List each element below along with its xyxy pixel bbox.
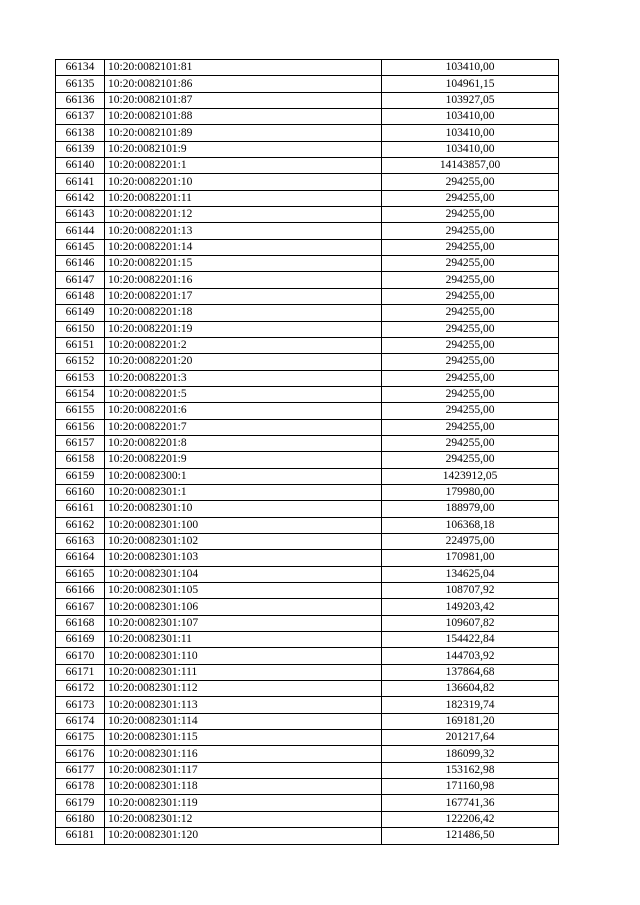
table-row — [56, 435, 559, 451]
cadastral-number-cell: 10:20:0082201:3 — [105, 370, 382, 386]
cadastral-number-cell: 10:20:0082201:11 — [105, 190, 382, 206]
table-row — [56, 828, 559, 844]
cadastral-number-cell: 10:20:0082201:15 — [105, 256, 382, 272]
table-row — [56, 386, 559, 402]
row-number-cell: 66166 — [56, 583, 105, 599]
value-cell: 104961,15 — [382, 76, 559, 92]
cadastral-value-table — [55, 59, 559, 845]
row-number-cell: 66152 — [56, 354, 105, 370]
table-row — [56, 517, 559, 533]
row-number-cell: 66161 — [56, 501, 105, 517]
row-number-cell: 66154 — [56, 386, 105, 402]
value-cell: 169181,20 — [382, 713, 559, 729]
row-number-cell: 66137 — [56, 109, 105, 125]
table-row — [56, 109, 559, 125]
row-number-cell: 66169 — [56, 632, 105, 648]
table-row — [56, 550, 559, 566]
table-row — [56, 223, 559, 239]
row-number-cell: 66140 — [56, 158, 105, 174]
table-row — [56, 158, 559, 174]
row-number-cell: 66168 — [56, 615, 105, 631]
table-row — [56, 207, 559, 223]
cadastral-number-cell: 10:20:0082301:107 — [105, 615, 382, 631]
cadastral-number-cell: 10:20:0082301:116 — [105, 746, 382, 762]
table-row — [56, 583, 559, 599]
row-number-cell: 66141 — [56, 174, 105, 190]
value-cell: 294255,00 — [382, 174, 559, 190]
table-row — [56, 811, 559, 827]
row-number-cell: 66163 — [56, 533, 105, 549]
table-body — [56, 60, 559, 845]
cadastral-number-cell: 10:20:0082101:88 — [105, 109, 382, 125]
table-row — [56, 305, 559, 321]
value-cell: 103410,00 — [382, 109, 559, 125]
value-cell: 294255,00 — [382, 305, 559, 321]
table-row — [56, 256, 559, 272]
row-number-cell: 66160 — [56, 484, 105, 500]
cadastral-number-cell: 10:20:0082301:111 — [105, 664, 382, 680]
row-number-cell: 66136 — [56, 92, 105, 108]
table-row — [56, 501, 559, 517]
table-row — [56, 354, 559, 370]
cadastral-number-cell: 10:20:0082101:86 — [105, 76, 382, 92]
cadastral-number-cell: 10:20:0082301:12 — [105, 811, 382, 827]
table-row — [56, 713, 559, 729]
cadastral-number-cell: 10:20:0082300:1 — [105, 468, 382, 484]
value-cell: 144703,92 — [382, 648, 559, 664]
value-cell: 106368,18 — [382, 517, 559, 533]
table-row — [56, 321, 559, 337]
value-cell: 294255,00 — [382, 207, 559, 223]
row-number-cell: 66177 — [56, 762, 105, 778]
value-cell: 167741,36 — [382, 795, 559, 811]
cadastral-number-cell: 10:20:0082301:117 — [105, 762, 382, 778]
table-row — [56, 92, 559, 108]
row-number-cell: 66171 — [56, 664, 105, 680]
row-number-cell: 66139 — [56, 141, 105, 157]
table-row — [56, 599, 559, 615]
table-row — [56, 190, 559, 206]
cadastral-number-cell: 10:20:0082201:13 — [105, 223, 382, 239]
value-cell: 294255,00 — [382, 386, 559, 402]
row-number-cell: 66181 — [56, 828, 105, 844]
value-cell: 294255,00 — [382, 419, 559, 435]
value-cell: 294255,00 — [382, 321, 559, 337]
row-number-cell: 66157 — [56, 435, 105, 451]
cadastral-number-cell: 10:20:0082301:11 — [105, 632, 382, 648]
table-row — [56, 403, 559, 419]
value-cell: 294255,00 — [382, 354, 559, 370]
cadastral-number-cell: 10:20:0082301:100 — [105, 517, 382, 533]
table-row — [56, 779, 559, 795]
row-number-cell: 66164 — [56, 550, 105, 566]
cadastral-number-cell: 10:20:0082101:89 — [105, 125, 382, 141]
row-number-cell: 66162 — [56, 517, 105, 533]
value-cell: 149203,42 — [382, 599, 559, 615]
table-row — [56, 174, 559, 190]
cadastral-number-cell: 10:20:0082201:8 — [105, 435, 382, 451]
cadastral-number-cell: 10:20:0082201:2 — [105, 337, 382, 353]
cadastral-number-cell: 10:20:0082301:115 — [105, 730, 382, 746]
table-row — [56, 141, 559, 157]
row-number-cell: 66173 — [56, 697, 105, 713]
cadastral-number-cell: 10:20:0082301:113 — [105, 697, 382, 713]
cadastral-number-cell: 10:20:0082301:119 — [105, 795, 382, 811]
value-cell: 182319,74 — [382, 697, 559, 713]
row-number-cell: 66170 — [56, 648, 105, 664]
value-cell: 154422,84 — [382, 632, 559, 648]
value-cell: 103410,00 — [382, 125, 559, 141]
row-number-cell: 66149 — [56, 305, 105, 321]
cadastral-number-cell: 10:20:0082201:12 — [105, 207, 382, 223]
value-cell: 122206,42 — [382, 811, 559, 827]
row-number-cell: 66150 — [56, 321, 105, 337]
row-number-cell: 66167 — [56, 599, 105, 615]
row-number-cell: 66155 — [56, 403, 105, 419]
cadastral-number-cell: 10:20:0082201:5 — [105, 386, 382, 402]
value-cell: 170981,00 — [382, 550, 559, 566]
value-cell: 294255,00 — [382, 190, 559, 206]
value-cell: 294255,00 — [382, 256, 559, 272]
table-row — [56, 468, 559, 484]
row-number-cell: 66135 — [56, 76, 105, 92]
table-row — [56, 288, 559, 304]
cadastral-number-cell: 10:20:0082301:1 — [105, 484, 382, 500]
table-row — [56, 697, 559, 713]
cadastral-number-cell: 10:20:0082201:10 — [105, 174, 382, 190]
value-cell: 294255,00 — [382, 272, 559, 288]
cadastral-number-cell: 10:20:0082201:17 — [105, 288, 382, 304]
row-number-cell: 66174 — [56, 713, 105, 729]
value-cell: 121486,50 — [382, 828, 559, 844]
cadastral-number-cell: 10:20:0082201:9 — [105, 452, 382, 468]
row-number-cell: 66175 — [56, 730, 105, 746]
row-number-cell: 66148 — [56, 288, 105, 304]
value-cell: 14143857,00 — [382, 158, 559, 174]
cadastral-number-cell: 10:20:0082301:120 — [105, 828, 382, 844]
value-cell: 179980,00 — [382, 484, 559, 500]
cadastral-number-cell: 10:20:0082301:112 — [105, 681, 382, 697]
cadastral-number-cell: 10:20:0082201:16 — [105, 272, 382, 288]
value-cell: 224975,00 — [382, 533, 559, 549]
value-cell: 103410,00 — [382, 60, 559, 76]
cadastral-number-cell: 10:20:0082301:110 — [105, 648, 382, 664]
cadastral-number-cell: 10:20:0082301:114 — [105, 713, 382, 729]
row-number-cell: 66165 — [56, 566, 105, 582]
table-row — [56, 615, 559, 631]
row-number-cell: 66158 — [56, 452, 105, 468]
table-row — [56, 648, 559, 664]
table-row — [56, 419, 559, 435]
row-number-cell: 66159 — [56, 468, 105, 484]
cadastral-number-cell: 10:20:0082201:18 — [105, 305, 382, 321]
row-number-cell: 66145 — [56, 239, 105, 255]
value-cell: 188979,00 — [382, 501, 559, 517]
table-row — [56, 664, 559, 680]
row-number-cell: 66153 — [56, 370, 105, 386]
value-cell: 103410,00 — [382, 141, 559, 157]
value-cell: 294255,00 — [382, 370, 559, 386]
table-row — [56, 452, 559, 468]
table-row — [56, 632, 559, 648]
table-row — [56, 795, 559, 811]
row-number-cell: 66172 — [56, 681, 105, 697]
value-cell: 134625,04 — [382, 566, 559, 582]
value-cell: 136604,82 — [382, 681, 559, 697]
value-cell: 137864,68 — [382, 664, 559, 680]
row-number-cell: 66146 — [56, 256, 105, 272]
table-row — [56, 76, 559, 92]
cadastral-number-cell: 10:20:0082301:103 — [105, 550, 382, 566]
value-cell: 294255,00 — [382, 239, 559, 255]
table-row — [56, 272, 559, 288]
row-number-cell: 66138 — [56, 125, 105, 141]
table-row — [56, 337, 559, 353]
cadastral-number-cell: 10:20:0082201:19 — [105, 321, 382, 337]
row-number-cell: 66143 — [56, 207, 105, 223]
value-cell: 294255,00 — [382, 223, 559, 239]
cadastral-number-cell: 10:20:0082301:118 — [105, 779, 382, 795]
cadastral-number-cell: 10:20:0082201:14 — [105, 239, 382, 255]
cadastral-number-cell: 10:20:0082101:9 — [105, 141, 382, 157]
table-row — [56, 681, 559, 697]
value-cell: 186099,32 — [382, 746, 559, 762]
table-row — [56, 370, 559, 386]
value-cell: 201217,64 — [382, 730, 559, 746]
cadastral-number-cell: 10:20:0082101:87 — [105, 92, 382, 108]
cadastral-number-cell: 10:20:0082301:106 — [105, 599, 382, 615]
cadastral-number-cell: 10:20:0082301:102 — [105, 533, 382, 549]
row-number-cell: 66178 — [56, 779, 105, 795]
cadastral-number-cell: 10:20:0082201:7 — [105, 419, 382, 435]
value-cell: 294255,00 — [382, 288, 559, 304]
row-number-cell: 66142 — [56, 190, 105, 206]
value-cell: 294255,00 — [382, 337, 559, 353]
value-cell: 103927,05 — [382, 92, 559, 108]
table-row — [56, 239, 559, 255]
value-cell: 294255,00 — [382, 435, 559, 451]
row-number-cell: 66176 — [56, 746, 105, 762]
value-cell: 294255,00 — [382, 403, 559, 419]
row-number-cell: 66147 — [56, 272, 105, 288]
cadastral-number-cell: 10:20:0082101:81 — [105, 60, 382, 76]
row-number-cell: 66144 — [56, 223, 105, 239]
row-number-cell: 66180 — [56, 811, 105, 827]
table-row — [56, 762, 559, 778]
cadastral-number-cell: 10:20:0082301:10 — [105, 501, 382, 517]
table-row — [56, 60, 559, 76]
cadastral-number-cell: 10:20:0082301:105 — [105, 583, 382, 599]
table-row — [56, 746, 559, 762]
cadastral-number-cell: 10:20:0082201:20 — [105, 354, 382, 370]
table-row — [56, 533, 559, 549]
value-cell: 153162,98 — [382, 762, 559, 778]
value-cell: 294255,00 — [382, 452, 559, 468]
row-number-cell: 66134 — [56, 60, 105, 76]
cadastral-number-cell: 10:20:0082201:1 — [105, 158, 382, 174]
table-row — [56, 566, 559, 582]
table-row — [56, 730, 559, 746]
row-number-cell: 66179 — [56, 795, 105, 811]
cadastral-number-cell: 10:20:0082201:6 — [105, 403, 382, 419]
row-number-cell: 66156 — [56, 419, 105, 435]
row-number-cell: 66151 — [56, 337, 105, 353]
value-cell: 1423912,05 — [382, 468, 559, 484]
table-row — [56, 125, 559, 141]
table-row — [56, 484, 559, 500]
value-cell: 171160,98 — [382, 779, 559, 795]
value-cell: 108707,92 — [382, 583, 559, 599]
cadastral-number-cell: 10:20:0082301:104 — [105, 566, 382, 582]
value-cell: 109607,82 — [382, 615, 559, 631]
